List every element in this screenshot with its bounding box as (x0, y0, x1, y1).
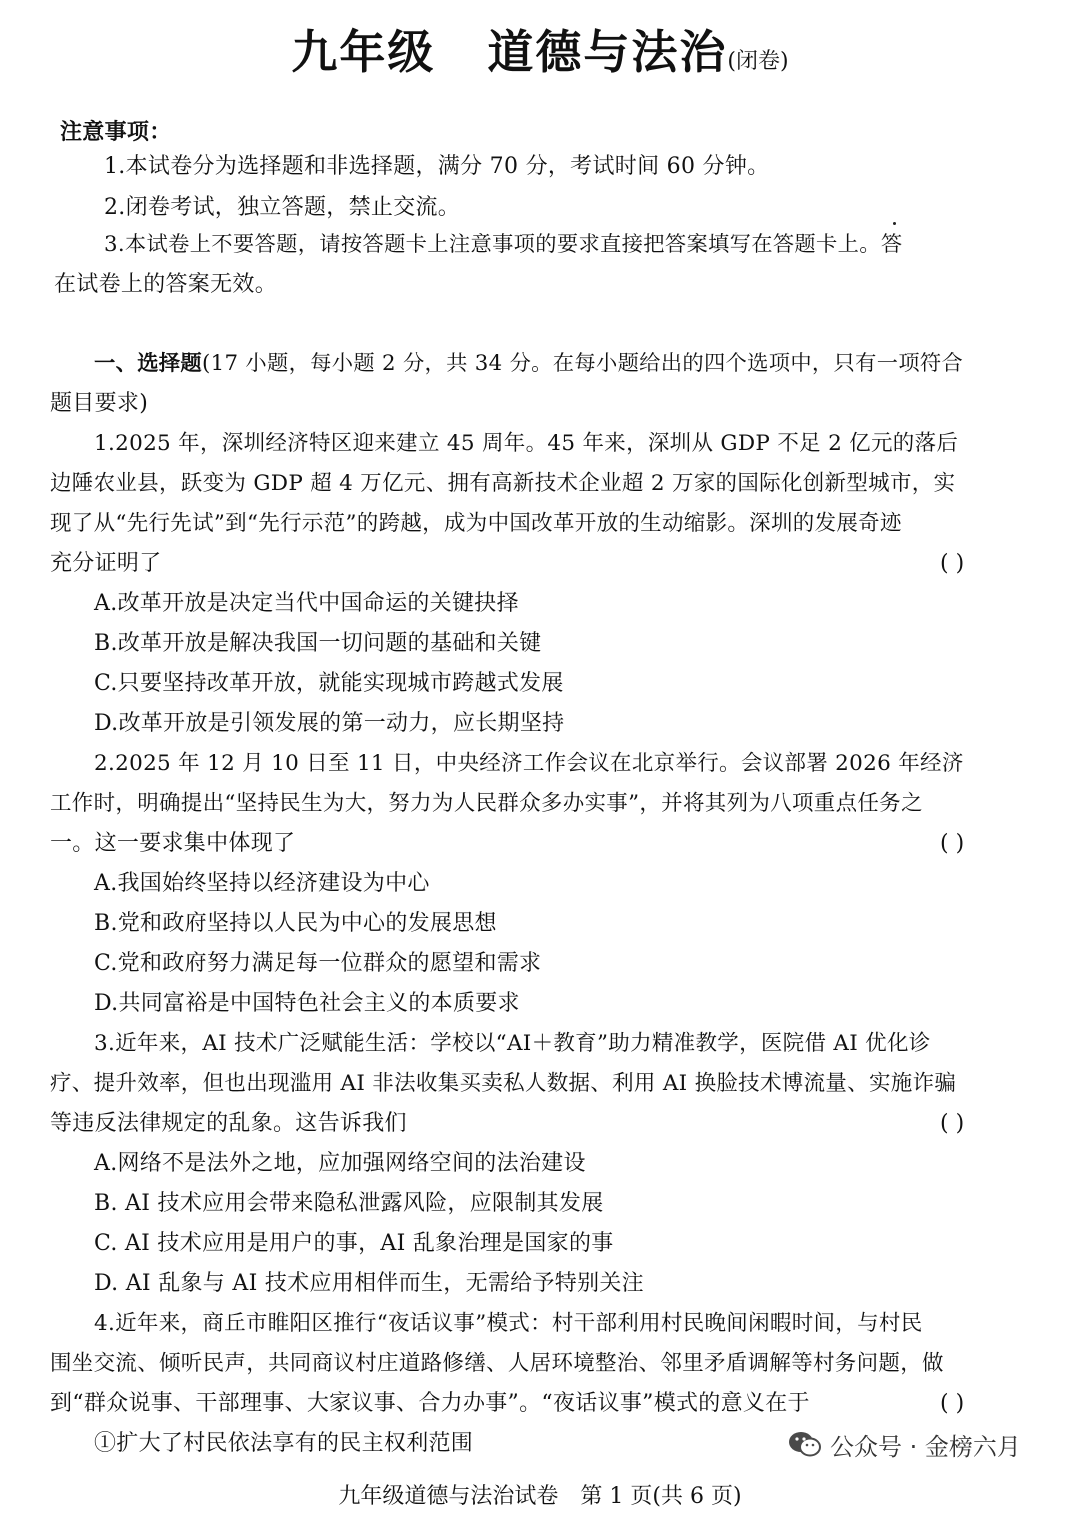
q3-line-2: 疗、提升效率，但也出现滥用 AI 非法收集买卖私人数据、利用 AI 换脸技术博流量、实施诈骗 (50, 1071, 957, 1096)
q1-line-1: 1.2025 年，深圳经济特区迎来建立 45 周年。45 年来，深圳从 GDP 不足 2 亿元的落后 (94, 431, 959, 456)
q2-option-a: A.我国始终坚持以经济建设为中心 (94, 871, 430, 896)
q1-option-a: A.改革开放是决定当代中国命运的关键抉择 (94, 591, 519, 616)
section-1-desc: (17 小题，每小题 2 分，共 34 分。在每小题给出的四个选项中，只有一项符合 (202, 351, 964, 376)
q2-option-c: C.党和政府努力满足每一位群众的愿望和需求 (94, 951, 542, 976)
q4-line-2: 围坐交流、倾听民声，共同商议村庄道路修缮、人居环境整治、邻里矛盾调解等村务问题，做 (50, 1351, 944, 1376)
q4-line-1: 4.近年来，商丘市睢阳区推行“夜话议事”模式：村干部利用村民晚间闲暇时间，与村民 (94, 1311, 923, 1336)
q3-option-a: A.网络不是法外之地，应加强网络空间的法治建设 (94, 1151, 586, 1176)
notice-item-1: 1.本试卷分为选择题和非选择题，满分 70 分，考试时间 60 分钟。 (104, 154, 770, 179)
q3-answer-paren: ( ) (940, 1111, 965, 1136)
q4-answer-paren: ( ) (940, 1391, 965, 1416)
q1-option-c: C.只要坚持改革开放，就能实现城市跨越式发展 (94, 671, 564, 696)
title-subject: 道德与法治 (487, 25, 728, 79)
q2-option-b: B.党和政府坚持以人民为中心的发展思想 (94, 911, 497, 936)
q3-line-1: 3.近年来，AI 技术广泛赋能生活：学校以“AI＋教育”助力精准教学，医院借 AI 优化诊 (94, 1031, 931, 1056)
q3-line-3: 等违反法律规定的乱象。这告诉我们 (50, 1111, 407, 1136)
q1-line-2: 边陲农业县，跃变为 GDP 超 4 万亿元、拥有高新技术企业超 2 万家的国际化创新型城市，实 (50, 471, 956, 496)
title-note: (闭卷) (727, 49, 789, 74)
scan-speck (893, 222, 896, 225)
title-grade: 九年级 (291, 25, 436, 79)
section-1-heading-line (94, 349, 963, 379)
section-1-desc-line-2: 题目要求) (50, 391, 149, 416)
wechat-icon (788, 1430, 822, 1458)
page-footer: 九年级道德与法治试卷 第 1 页(共 6 页) (338, 1484, 742, 1509)
notice-heading: 注意事项： (60, 120, 172, 145)
q2-line-2: 工作时，明确提出“坚持民生为大，努力为人民群众多办实事”，并将其列为八项重点任务之 (50, 791, 923, 816)
q3-option-d: D. AI 乱象与 AI 技术应用相伴而生，无需给予特别关注 (94, 1271, 644, 1296)
notice-item-3-line-2: 在试卷上的答案无效。 (54, 272, 278, 297)
page-title (0, 22, 1080, 92)
q1-option-d: D.改革开放是引领发展的第一动力，应长期坚持 (94, 711, 565, 736)
wechat-watermark (782, 1424, 1027, 1464)
q1-option-b: B.改革开放是解决我国一切问题的基础和关键 (94, 631, 542, 656)
q1-line-3: 现了从“先行先试”到“先行示范”的跨越，成为中国改革开放的生动缩影。深圳的发展奇迹 (50, 511, 902, 536)
q3-option-c: C. AI 技术应用是用户的事，AI 乱象治理是国家的事 (94, 1231, 614, 1256)
q4-line-3: 到“群众说事、干部理事、大家议事、合力办事”。“夜话议事”模式的意义在于 (50, 1391, 810, 1416)
section-1-heading: 一、选择题 (94, 351, 202, 376)
notice-item-3-line-1: 3.本试卷上不要答题，请按答题卡上注意事项的要求直接把答案填写在答题卡上。答 (104, 232, 903, 257)
q2-option-d: D.共同富裕是中国特色社会主义的本质要求 (94, 991, 520, 1016)
q1-line-4: 充分证明了 (50, 551, 162, 576)
watermark-text: 公众号 · 金榜六月 (830, 1432, 1021, 1461)
q1-answer-paren: ( ) (940, 551, 965, 576)
q2-answer-paren: ( ) (940, 831, 965, 856)
q4-option-1: ①扩大了村民依法享有的民主权利范围 (94, 1431, 474, 1456)
q2-line-1: 2.2025 年 12 月 10 日至 11 日，中央经济工作会议在北京举行。会议部署 2026 年经济 (94, 751, 964, 776)
q2-line-3: 一。这一要求集中体现了 (50, 831, 296, 856)
notice-item-2: 2.闭卷考试，独立答题，禁止交流。 (104, 195, 461, 220)
q3-option-b: B. AI 技术应用会带来隐私泄露风险，应限制其发展 (94, 1191, 604, 1216)
